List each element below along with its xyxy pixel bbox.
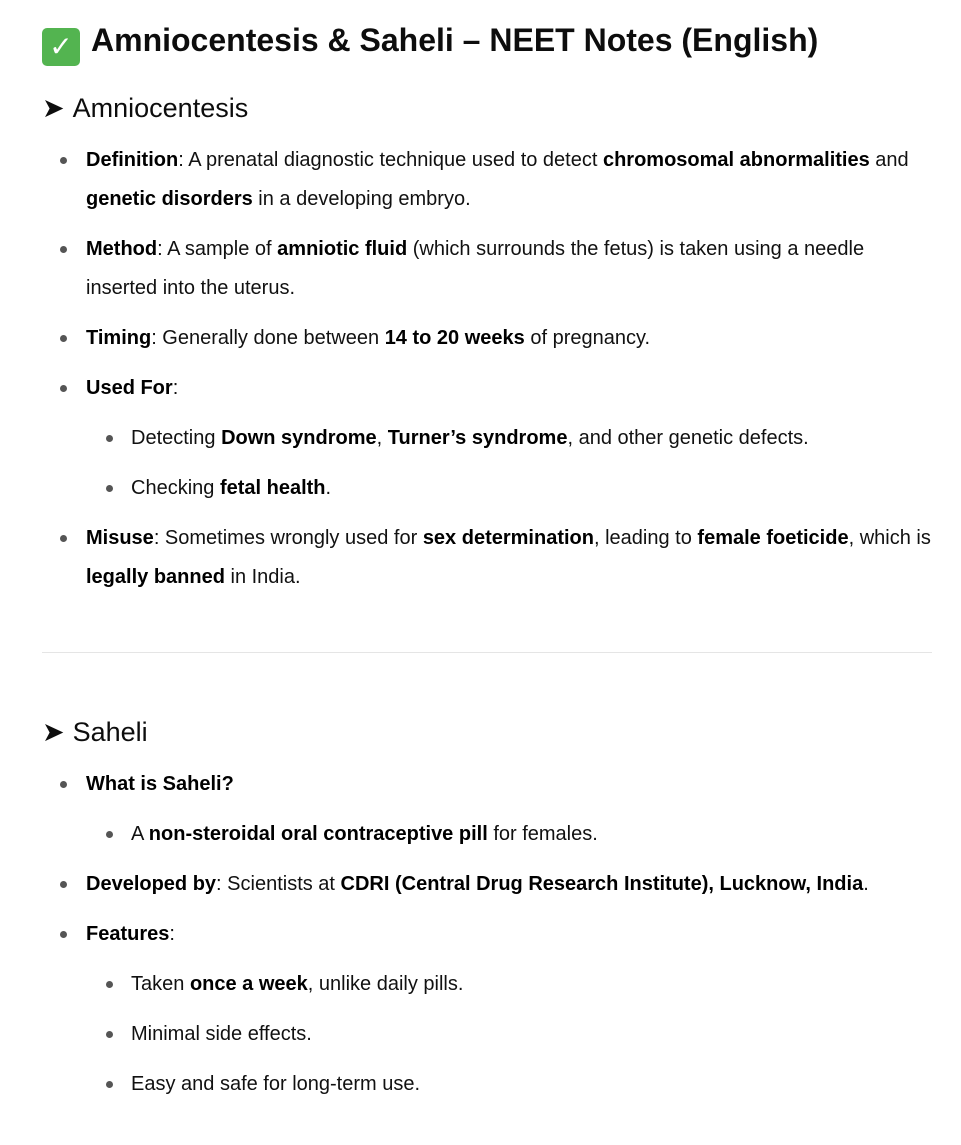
sub-list-item <box>131 469 931 508</box>
text: : Generally done between <box>151 327 385 349</box>
bold-text: chromosomal abnormalities <box>602 149 870 171</box>
bold-text: sex determination <box>422 527 594 549</box>
bold-text: Features <box>86 923 170 945</box>
bold-text: Turner’s syndrome <box>387 427 568 449</box>
text: for females. <box>487 823 598 845</box>
bullet-icon <box>106 485 113 492</box>
text: : A sample of <box>157 238 278 260</box>
bullet-icon <box>60 931 67 938</box>
page-title-text: Amniocentesis & Saheli – NEET Notes (English) <box>91 22 819 58</box>
bullet-icon <box>60 157 67 164</box>
bullet-icon <box>60 246 67 253</box>
sub-list-item <box>131 419 931 458</box>
text: , which is <box>848 527 931 549</box>
bold-text: legally banned <box>86 566 225 588</box>
text: (which surrounds the fetus) is taken using a needle inserted into the uterus. <box>86 238 865 299</box>
text: of pregnancy. <box>524 327 651 349</box>
list-item <box>86 519 934 597</box>
section-heading-saheli <box>42 714 148 750</box>
list-item <box>86 230 934 308</box>
section-heading-text: Amniocentesis <box>72 93 249 123</box>
text: , and other genetic defects. <box>567 427 809 449</box>
bold-text: once a week <box>189 973 308 995</box>
text: in India. <box>224 566 301 588</box>
section-heading-text: Saheli <box>72 717 148 747</box>
text: A <box>131 823 149 845</box>
bullet-icon <box>106 1031 113 1038</box>
bold-text: 14 to 20 weeks <box>384 327 525 349</box>
bold-text: amniotic fluid <box>277 238 408 260</box>
sub-list-item <box>131 1015 931 1054</box>
text: Checking <box>131 477 220 499</box>
list-item <box>86 141 934 219</box>
text: . <box>863 873 869 895</box>
bold-text: fetal health <box>219 477 326 499</box>
text: Minimal side effects. <box>131 1023 312 1045</box>
section-divider <box>42 652 932 653</box>
bold-text: What is Saheli? <box>86 773 234 795</box>
text: : Sometimes wrongly used for <box>153 527 423 549</box>
sub-list-item <box>131 1065 931 1104</box>
list-item <box>86 865 934 904</box>
bullet-icon <box>106 831 113 838</box>
bold-text: Misuse <box>86 527 154 549</box>
list-item <box>86 765 934 804</box>
bold-text: female foeticide <box>697 527 849 549</box>
text: Taken <box>131 973 190 995</box>
text: , unlike daily pills. <box>307 973 464 995</box>
bullet-icon <box>60 881 67 888</box>
bullet-icon <box>60 385 67 392</box>
text: : A prenatal diagnostic technique used to detect <box>178 149 603 171</box>
text: . <box>325 477 332 499</box>
bullet-icon <box>60 335 67 342</box>
text: , leading to <box>593 527 698 549</box>
text: : <box>172 377 179 399</box>
text: : <box>169 923 175 945</box>
bold-text: Method <box>86 238 158 260</box>
bold-text: Timing <box>86 327 152 349</box>
text: in a developing embryo. <box>252 188 471 210</box>
bold-text: non-steroidal oral contraceptive pill <box>148 823 488 845</box>
bullet-icon <box>60 535 67 542</box>
bullet-icon <box>106 981 113 988</box>
arrow-icon: ➤ <box>42 93 65 123</box>
bold-text: Used For <box>86 377 173 399</box>
bullet-icon <box>106 435 113 442</box>
bullet-icon <box>60 781 67 788</box>
arrow-icon: ➤ <box>42 717 65 747</box>
list-item <box>86 319 934 358</box>
list-item <box>86 369 934 408</box>
bullet-icon <box>106 1081 113 1088</box>
text: Easy and safe for long-term use. <box>131 1073 421 1095</box>
bold-text: Developed by <box>86 873 217 895</box>
sub-list-item <box>131 815 931 854</box>
text: Detecting <box>131 427 222 449</box>
text: : Scientists at <box>216 873 341 895</box>
bold-text: CDRI (Central Drug Research Institute), Lucknow, India <box>340 873 864 895</box>
bold-text: Definition <box>86 149 179 171</box>
list-item <box>86 915 934 954</box>
section-heading-amniocentesis <box>42 90 248 126</box>
text: and <box>869 149 909 171</box>
bold-text: genetic disorders <box>86 188 253 210</box>
page-title <box>42 18 818 66</box>
text: , <box>376 427 388 449</box>
bold-text: Down syndrome <box>221 427 377 449</box>
check-mark-icon: ✓ <box>42 28 80 66</box>
sub-list-item <box>131 965 931 1004</box>
